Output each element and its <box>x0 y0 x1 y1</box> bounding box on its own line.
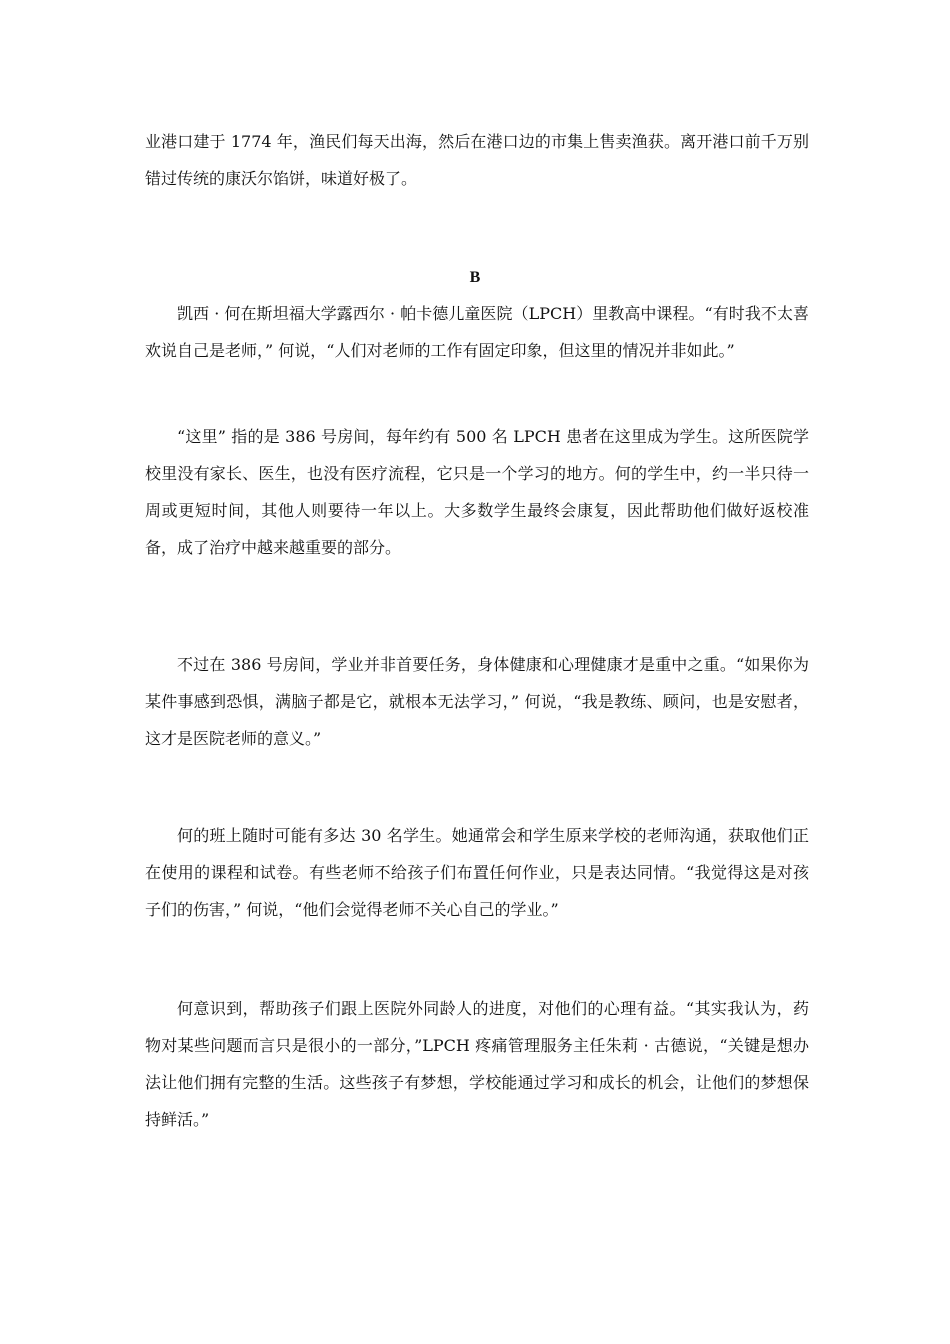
paragraph-2: “这里” 指的是 386 号房间，每年约有 500 名 LPCH 患者在这里成为学生。这所医院学校里没有家长、医生，也没有医疗流程，它只是一个学习的地方。何的学生中，约一半只待一周或更短时间，其他人则要待一年以上。大多数学生最终会康复，因此帮助他们做好返校准备，成了治疗中越来越重要的部分。 <box>145 427 809 557</box>
paragraph-5: 何意识到，帮助孩子们跟上医院外同龄人的进度，对他们的心理有益。“其实我认为，药物对某些问题而言只是很小的一部分，”LPCH 疼痛管理服务主任朱莉 · 古德说，“关键是想办法让他们拥有完整的生活。这些孩子有梦想，学校能通过学习和成长的机会，让他们的梦想保持鲜活。” <box>145 999 809 1129</box>
paragraph-1: 凯西 · 何在斯坦福大学露西尔 · 帕卡德儿童医院（LPCH）里教高中课程。“有时我不太喜欢说自己是老师，” 何说，“人们对老师的工作有固定印象，但这里的情况并非如此。” <box>145 304 809 360</box>
paragraph-3: 不过在 386 号房间，学业并非首要任务，身体健康和心理健康才是重中之重。“如果你为某件事感到恐惧，满脑子都是它，就根本无法学习，” 何说，“我是教练、顾问，也是安慰者，这才是医院老师的意义。” <box>145 655 809 748</box>
paragraph-4: 何的班上随时可能有多达 30 名学生。她通常会和学生原来学校的老师沟通，获取他们正在使用的课程和试卷。有些老师不给孩子们布置任何作业，只是表达同情。“我觉得这是对孩子们的伤害，” 何说，“他们会觉得老师不关心自己的学业。” <box>145 826 809 919</box>
continuation-paragraph: 业港口建于 1774 年，渔民们每天出海，然后在港口边的市集上售卖渔获。离开港口前千万别错过传统的康沃尔馅饼，味道好极了。 <box>145 132 809 188</box>
section-heading: B <box>469 269 481 286</box>
